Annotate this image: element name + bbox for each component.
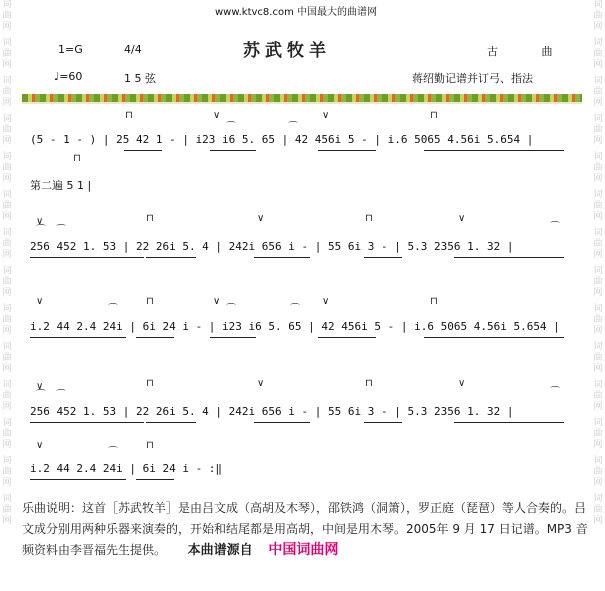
bow-mark-icon: ⊓	[430, 296, 438, 307]
duration-underline	[424, 150, 564, 151]
duration-underline	[424, 337, 564, 338]
bow-mark-icon: ⊓	[73, 153, 81, 164]
description-text: 乐曲说明：这首［苏武牧羊］是由吕文成（高胡及木琴），邵铁鸿（洞箫），罗正庭（琵琶）等人合奏的。吕文成分别用两种乐器来演奏的，开始和结尾都是用高胡，中间是用木琴。2005年 9 月 17 日记谱。MP3 音频资料由李晋福先生提供。	[22, 501, 588, 557]
bow-mark-icon: ∨	[36, 381, 44, 392]
slur-icon: ⌒	[226, 304, 236, 315]
duration-underline	[254, 422, 310, 423]
bow-mark-icon: ⊓	[146, 296, 154, 307]
site-watermark: www.ktvc8.com 中国最大的曲谱网	[215, 7, 378, 18]
side-watermark-text: 词曲网	[593, 494, 603, 526]
side-watermark-text: 词曲网	[2, 380, 12, 412]
score-line: i.2 44 2.4 24i | 6i 24 i - | i23 i6 5. 65 | 42 456i 5 - | i.6 5065 4.56i 5.654 |	[30, 320, 560, 333]
score-line: (5 - 1 - ) | 25 42 1 - | i23 i6 5. 65 | 42 456i 5 - | i.6 5065 4.56i 5.654 |	[30, 133, 534, 146]
side-watermark-text: 词曲网	[2, 76, 12, 108]
side-watermark-text: 词曲网	[593, 456, 603, 488]
side-watermark-text: 词曲网	[593, 380, 603, 412]
side-watermark-text: 词曲网	[2, 38, 12, 70]
duration-underline	[210, 150, 256, 151]
duration-underline	[318, 337, 376, 338]
slur-icon: ⌒	[56, 225, 66, 236]
side-watermark-text: 词曲网	[2, 494, 12, 526]
duration-underline	[454, 422, 564, 423]
side-watermark-text: 词曲网	[2, 342, 12, 374]
duration-underline	[254, 257, 310, 258]
duration-underline	[318, 150, 376, 151]
bow-mark-icon: ⊓	[125, 110, 133, 121]
genre-label: 古 曲	[487, 45, 553, 58]
duration-underline	[30, 337, 126, 338]
side-watermark-text: 词曲网	[593, 114, 603, 146]
side-watermark-text: 词曲网	[593, 152, 603, 184]
duration-underline	[136, 479, 174, 480]
slur-icon: ⌒	[550, 387, 560, 398]
bow-mark-icon: ∨	[36, 440, 44, 451]
bow-mark-icon: ⊓	[430, 110, 438, 121]
side-watermark-text: 词曲网	[593, 0, 603, 32]
score-line: 256 452 1. 53 | 22 26i 5. 4 | 242i 656 i - | 55 6i 3 - | 5.3 2356 1. 32 |	[30, 240, 514, 253]
duration-underline	[30, 479, 126, 480]
slur-icon: ⌒	[550, 222, 560, 233]
slur-icon: ⌒	[288, 122, 298, 133]
slur-icon: ⌒	[226, 122, 236, 133]
side-watermark-text: 词曲网	[593, 76, 603, 108]
slur-icon: ⌒	[290, 304, 300, 315]
duration-underline	[136, 337, 174, 338]
duration-underline	[364, 422, 402, 423]
bow-mark-icon: ⊓	[146, 440, 154, 451]
duration-underline	[364, 257, 402, 258]
side-watermark-right	[591, 0, 605, 591]
bow-mark-icon: ∨	[458, 213, 466, 224]
duration-underline	[210, 337, 256, 338]
bow-mark-icon: ∨	[213, 110, 221, 121]
bow-mark-icon: ∨	[458, 378, 466, 389]
duration-underline	[30, 257, 144, 258]
side-watermark-text: 词曲网	[593, 418, 603, 450]
duration-underline	[146, 422, 196, 423]
side-watermark-text: 词曲网	[593, 228, 603, 260]
side-watermark-text: 词曲网	[2, 456, 12, 488]
bow-mark-icon: ⊓	[146, 213, 154, 224]
side-watermark-text: 词曲网	[2, 0, 12, 32]
score-line: 第二遍 5 1 |	[30, 179, 92, 192]
description-block	[22, 498, 588, 561]
bow-mark-icon: ∨	[322, 110, 330, 121]
slur-icon: ⌒	[108, 304, 118, 315]
decorative-border	[22, 94, 582, 102]
side-watermark-text: 词曲网	[593, 304, 603, 336]
duration-underline	[124, 150, 162, 151]
bow-mark-icon: ∨	[322, 296, 330, 307]
bow-mark-icon: ⊓	[365, 213, 373, 224]
side-watermark-text: 词曲网	[2, 228, 12, 260]
time-signature: 4/4	[124, 43, 142, 56]
slur-icon: ⌒	[36, 390, 46, 401]
side-watermark-text: 词曲网	[2, 190, 12, 222]
duration-underline	[30, 422, 144, 423]
bow-mark-icon: ⊓	[365, 378, 373, 389]
transcription-credit: 蒋绍勤记谱并订弓、指法	[412, 72, 533, 85]
side-watermark-text: 词曲网	[593, 266, 603, 298]
song-title: 苏武牧羊	[243, 41, 331, 61]
slur-icon: ⌒	[36, 225, 46, 236]
side-watermark-text: 词曲网	[2, 418, 12, 450]
bow-mark-icon: ∨	[36, 216, 44, 227]
bow-mark-icon: ∨	[257, 378, 265, 389]
source-site-link[interactable]: 中国词曲网	[268, 542, 339, 558]
side-watermark-left	[0, 0, 14, 591]
side-watermark-text: 词曲网	[593, 342, 603, 374]
side-watermark-text: 词曲网	[593, 190, 603, 222]
side-watermark-text: 词曲网	[2, 304, 12, 336]
side-watermark-text: 词曲网	[2, 152, 12, 184]
bow-mark-icon: ∨	[213, 296, 221, 307]
bow-mark-icon: ∨	[36, 296, 44, 307]
tempo-marking: ♩=60	[54, 70, 83, 83]
duration-underline	[454, 257, 564, 258]
side-watermark-text: 词曲网	[2, 266, 12, 298]
bow-mark-icon: ∨	[257, 213, 265, 224]
slur-icon: ⌒	[56, 390, 66, 401]
key-signature: 1=G	[58, 43, 83, 56]
score-line: i.2 44 2.4 24i | 6i 24 i - :‖	[30, 462, 223, 475]
duration-underline	[146, 257, 196, 258]
slur-icon: ⌒	[108, 447, 118, 458]
score-line: 256 452 1. 53 | 22 26i 5. 4 | 242i 656 i - | 55 6i 3 - | 5.3 2356 1. 32 |	[30, 405, 514, 418]
side-watermark-text: 词曲网	[2, 114, 12, 146]
decorative-border-shadow	[22, 102, 582, 104]
bow-mark-icon: ⊓	[146, 378, 154, 389]
source-label: 本曲谱源自	[187, 543, 253, 558]
string-tuning: 1 5 弦	[124, 72, 156, 85]
side-watermark-text: 词曲网	[593, 38, 603, 70]
